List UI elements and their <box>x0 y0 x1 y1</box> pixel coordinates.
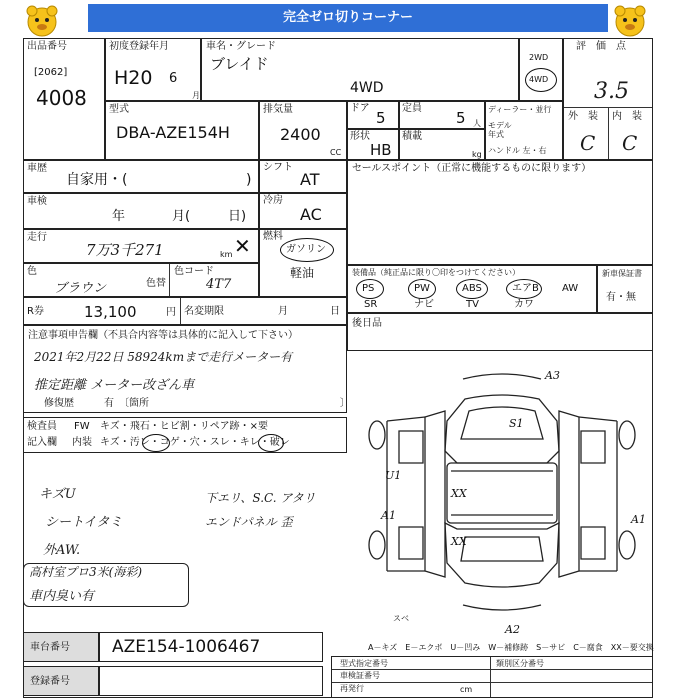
br-l1: 型式指定番号 <box>340 659 388 668</box>
equip-abs: ABS <box>462 283 482 294</box>
ac-box <box>259 193 347 229</box>
car-drive: 4WD <box>350 80 384 96</box>
chassis-label-box <box>23 632 99 662</box>
recycle-divider <box>180 298 181 324</box>
first-reg-year: H20 <box>114 67 153 89</box>
history-box <box>23 160 259 193</box>
inspection-box <box>23 193 259 229</box>
br-divider-1 <box>332 669 652 670</box>
shift-box <box>259 160 347 193</box>
chassis-value-box <box>99 632 323 662</box>
dealer-handle: ハンドル 左・右 <box>488 146 547 155</box>
equipment-label: 装備品（純正品に限り〇印をつけてください） <box>352 268 520 277</box>
meihen-month: 月 <box>278 306 288 317</box>
sales-point-label: セールスポイント（正常に機能するものに限ります） <box>352 163 592 174</box>
diagram-legend: A－キズ E－エクボ U－凹み W－補修跡 S－サビ C－腐食 XX－要交換 <box>368 643 654 652</box>
ac-label: 冷房 <box>263 195 283 206</box>
equip-airbag-circle <box>506 279 542 299</box>
br-l3: 車検証番号 <box>340 671 380 680</box>
drive-select-box <box>519 38 563 101</box>
equip-navi: ナビ <box>414 299 434 310</box>
mark-s1: S1 <box>509 417 524 430</box>
equipment-box <box>347 265 597 313</box>
displacement-label: 排気量 <box>263 104 293 115</box>
mark-a2: A2 <box>505 623 520 636</box>
inspection-year: 年 <box>112 209 126 224</box>
mileage-unit: km <box>220 250 233 259</box>
equip-tv: TV <box>466 299 479 310</box>
dealer-box <box>485 101 563 160</box>
equip-aw: AW <box>562 283 579 294</box>
hw-left-2: シートイタミ <box>45 515 123 530</box>
reg-label: 登録番号 <box>30 676 70 687</box>
hw-right-2: エンドパネル 歪 <box>205 515 293 529</box>
inspector-int-items: キズ・汚レ・コゲ・穴・スレ・キレ・破レ <box>100 437 290 448</box>
grade-ext: C <box>580 131 596 155</box>
equip-leather: カワ <box>514 299 534 310</box>
mileage-cross-mark: ✕ <box>234 234 251 258</box>
mark-xx-2: XX <box>451 535 467 548</box>
capacity-label: 定員 <box>402 103 422 114</box>
recycle-box <box>23 297 347 325</box>
repair-close: 〕 <box>340 398 350 409</box>
model-value: DBA-AZE154H <box>116 123 230 142</box>
inspector-fw-items: キズ・飛石・ヒビ割・リペア跡・×要 <box>100 421 268 432</box>
inspector-fw-label: FW <box>74 421 90 432</box>
shape-box <box>347 129 399 160</box>
hw-bracket <box>23 563 189 607</box>
color-divider <box>169 264 170 296</box>
mascot-icon-left <box>24 4 60 38</box>
br-l4: 再発行 <box>340 684 364 693</box>
mark-a3: A3 <box>545 369 560 382</box>
grade-box <box>563 38 653 160</box>
first-reg-label: 初度登録年月 <box>109 41 169 52</box>
lot-number: 4008 <box>36 86 87 110</box>
recycle-label: R券 <box>27 306 44 317</box>
mileage-value: 7万3千271 <box>86 241 164 259</box>
br-l2: 類別区分番号 <box>496 659 544 668</box>
color-code: 4T7 <box>206 277 232 292</box>
ac-value: AC <box>300 205 322 224</box>
mark-u1: U1 <box>385 469 402 482</box>
mileage-box <box>23 229 259 263</box>
model-box <box>105 101 259 160</box>
chassis-label: 車台番号 <box>30 642 70 653</box>
lot-label: 出品番号 <box>27 41 67 52</box>
first-reg-month: 6 <box>169 71 178 86</box>
model-label: 型式 <box>109 104 129 115</box>
inspector-int-label: 内装 <box>72 437 92 448</box>
color-value: ブラウン <box>54 281 107 296</box>
fuel-gasoline-circle <box>280 238 334 262</box>
hw-left-5: 車内臭い有 <box>29 589 95 604</box>
fuel-diesel: 軽油 <box>290 266 315 280</box>
scuff-circle <box>258 434 284 452</box>
history-value: 自家用・( <box>66 172 128 188</box>
inspector-label2: 記入欄 <box>27 437 57 448</box>
displacement-unit: CC <box>330 148 342 157</box>
grade-label: 評 価 点 <box>576 41 626 52</box>
grade-score: 3.5 <box>594 79 629 104</box>
grade-mid-divider <box>608 107 609 159</box>
mark-a1-right: A1 <box>631 513 646 526</box>
shift-value: AT <box>300 170 320 189</box>
hw-left-1: キズU <box>39 487 76 502</box>
inspection-month: 月( <box>172 209 191 224</box>
first-reg-month-unit: 月 <box>192 91 200 100</box>
bottom-right-grid <box>331 656 653 698</box>
fuel-label: 燃料 <box>263 231 283 242</box>
new-warranty-box <box>597 265 653 313</box>
recycle-unit: 円 <box>166 307 176 318</box>
new-warranty-label: 新車保証書 <box>602 269 642 278</box>
dealer-label: ディーラー・並行 <box>488 105 552 114</box>
capacity-value: 5 <box>456 109 466 127</box>
hw-right-1: 下エリ、S.C. アタリ <box>205 491 316 505</box>
doors-label: ドア <box>350 103 370 114</box>
inspector-box <box>23 417 347 453</box>
load-box <box>399 129 485 160</box>
drive-4wd: 4WD <box>529 75 549 84</box>
load-unit: kg <box>472 150 482 159</box>
equip-abs-circle <box>456 279 488 299</box>
stain-circle <box>142 434 170 452</box>
color-label: 色 <box>27 266 37 277</box>
equip-ps: PS <box>362 283 375 294</box>
dealer-model-year: モデル 年式 <box>488 121 512 139</box>
notes-line2: 推定距離 メーター改ざん車 <box>34 378 195 393</box>
first-reg-box <box>105 38 201 101</box>
equip-airbag: エアB <box>512 283 539 294</box>
capacity-box <box>399 101 485 129</box>
doors-box <box>347 101 399 129</box>
meihen-day: 日 <box>330 306 340 317</box>
sales-point-box <box>347 160 653 265</box>
equip-pw: PW <box>414 283 430 294</box>
inspection-day: 日) <box>228 209 247 224</box>
displacement-value: 2400 <box>280 125 321 144</box>
notes-line1: 2021年2月22日 58924kmまで走行メーター有 <box>34 350 293 364</box>
grade-int: C <box>622 131 638 155</box>
br-divider-3 <box>490 657 491 697</box>
reg-label-box <box>23 666 99 696</box>
equip-ps-circle <box>356 279 384 299</box>
shape-label: 形状 <box>350 131 370 142</box>
shape-value: HB <box>370 141 392 159</box>
fuel-gasoline: ガソリン <box>286 244 326 255</box>
inspector-label1: 検査員 <box>27 421 57 432</box>
drive-2wd: 2WD <box>529 53 549 62</box>
color-change-label: 色替 <box>146 278 166 289</box>
drive-4wd-circle <box>525 68 557 92</box>
displacement-box <box>259 101 347 160</box>
load-label: 積載 <box>402 131 422 142</box>
reg-value-box <box>99 666 323 696</box>
mark-xx-1: XX <box>451 487 467 500</box>
fuel-box <box>259 229 347 297</box>
color-code-label: 色コード <box>174 266 214 277</box>
shift-label: シフト <box>263 162 293 173</box>
hw-left-3: 外AW. <box>43 543 81 558</box>
color-box <box>23 263 259 297</box>
br-unit: cm <box>460 685 473 694</box>
mark-a1-left: A1 <box>381 509 396 522</box>
mark-slip: スベ <box>393 614 409 623</box>
lot-box <box>23 38 105 160</box>
recycle-value: 13,100 <box>84 303 137 321</box>
new-warranty-value: 有・無 <box>606 292 636 303</box>
car-diagram <box>347 351 653 636</box>
hw-left-4: 高村室プロ3米(海彩) <box>29 565 142 579</box>
capacity-unit: 人 <box>473 119 481 128</box>
grade-int-label: 内 装 <box>612 111 642 122</box>
notes-box <box>23 325 350 413</box>
mileage-label: 走行 <box>27 232 47 243</box>
br-divider-2 <box>332 682 652 683</box>
repair-value: 有 〔箇所 <box>104 398 149 409</box>
grade-ext-label: 外 装 <box>568 111 598 122</box>
lot-small-number: [2062] <box>34 67 68 78</box>
inspection-label: 車検 <box>27 196 47 207</box>
doors-value: 5 <box>376 109 386 127</box>
rear-items-label: 後日品 <box>352 318 382 329</box>
history-close: ) <box>246 172 252 188</box>
car-name-box <box>201 38 519 101</box>
meihen-label: 名変期限 <box>184 306 224 317</box>
equip-sr: SR <box>364 299 378 310</box>
chassis-value: AZE154-1006467 <box>112 637 261 657</box>
car-name: ブレイド <box>210 55 269 73</box>
car-name-label: 車名・グレード <box>206 41 276 52</box>
rear-items-box <box>347 313 653 351</box>
equip-pw-circle <box>408 279 436 299</box>
handwritten-notes <box>23 453 347 623</box>
repair-label: 修復歴 <box>44 398 74 409</box>
history-label: 車歴 <box>27 163 47 174</box>
page-title: 完全ゼロ切りコーナー <box>88 4 608 32</box>
notes-label: 注意事項申告欄（不具合内容等は具体的に記入して下さい） <box>28 330 298 341</box>
mascot-icon-right <box>612 4 648 38</box>
